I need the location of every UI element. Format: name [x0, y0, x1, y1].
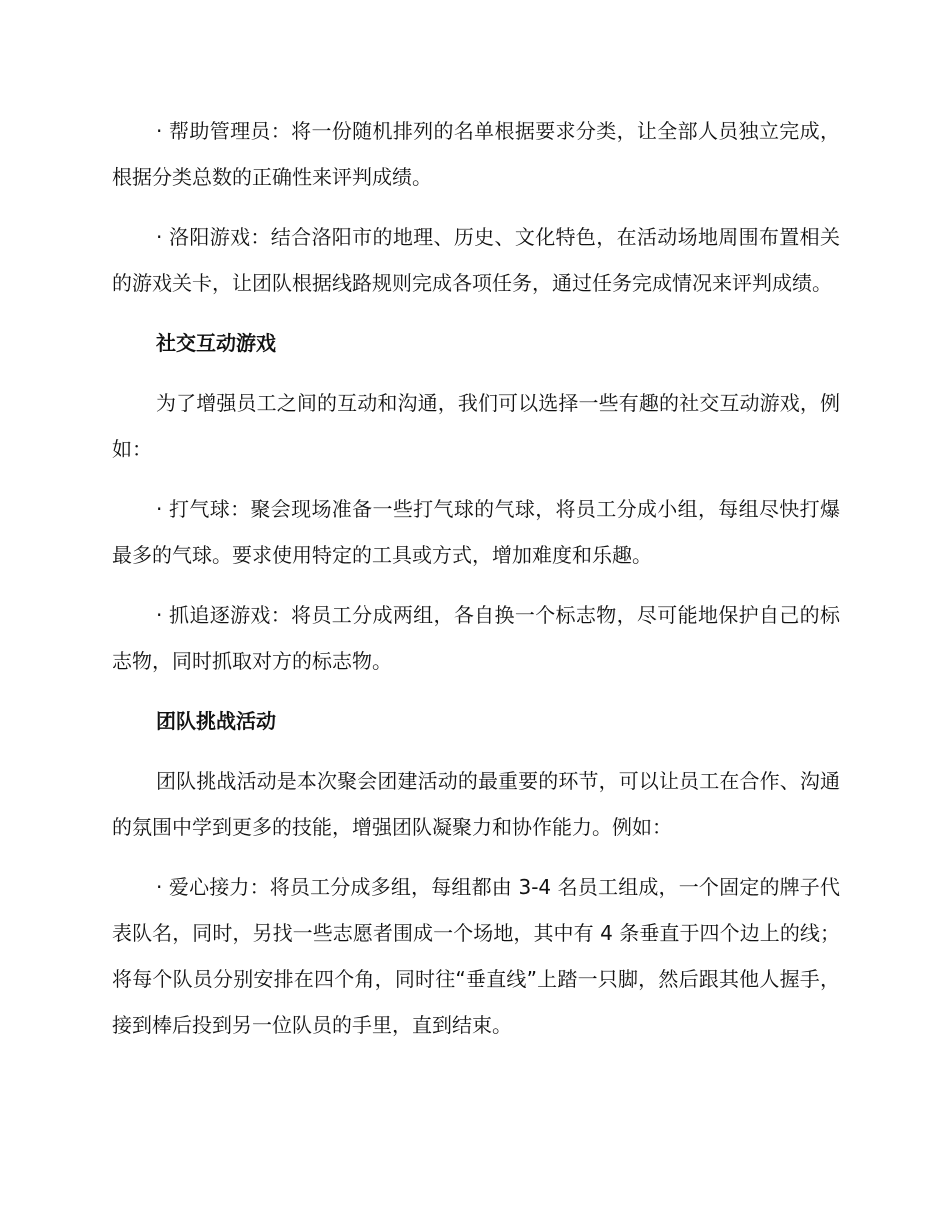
bullet-luoyang-game: · 洛阳游戏：结合洛阳市的地理、历史、文化特色，在活动场地周围布置相关的游戏关卡，让团队根据线路规则完成各项任务，通过任务完成情况来评判成绩。 [112, 225, 840, 295]
social-games-intro: 为了增强员工之间的互动和沟通，我们可以选择一些有趣的社交互动游戏，例如： [112, 391, 840, 461]
bullet-love-relay: · 爱心接力：将员工分成多组，每组都由 3-4 名员工组成，一个固定的牌子代表队名，同时，另找一些志愿者围成一个场地，其中有 4 条垂直于四个边上的线；将每个队员分别安排在四个角，同时往“垂直线”上踏一只脚，然后跟其他人握手，接到棒后投到另一位队员的手里，直到结束。 [112, 875, 840, 1037]
bullet-chase-game: · 抓追逐游戏：将员工分成两组，各自换一个标志物，尽可能地保护自己的标志物，同时抓取对方的标志物。 [112, 603, 840, 673]
bullet-balloon: · 打气球：聚会现场准备一些打气球的气球，将员工分成小组，每组尽快打爆最多的气球。要求使用特定的工具或方式，增加难度和乐趣。 [112, 497, 840, 567]
team-challenge-intro: 团队挑战活动是本次聚会团建活动的最重要的环节，可以让员工在合作、沟通的氛围中学到更多的技能，增强团队凝聚力和协作能力。例如： [112, 769, 840, 839]
bullet-help-admin: · 帮助管理员：将一份随机排列的名单根据要求分类，让全部人员独立完成，根据分类总数的正确性来评判成绩。 [112, 119, 840, 189]
section-heading-social-games: 社交互动游戏 [156, 331, 276, 355]
section-heading-team-challenge: 团队挑战活动 [156, 709, 276, 733]
document-body [112, 108, 840, 1062]
